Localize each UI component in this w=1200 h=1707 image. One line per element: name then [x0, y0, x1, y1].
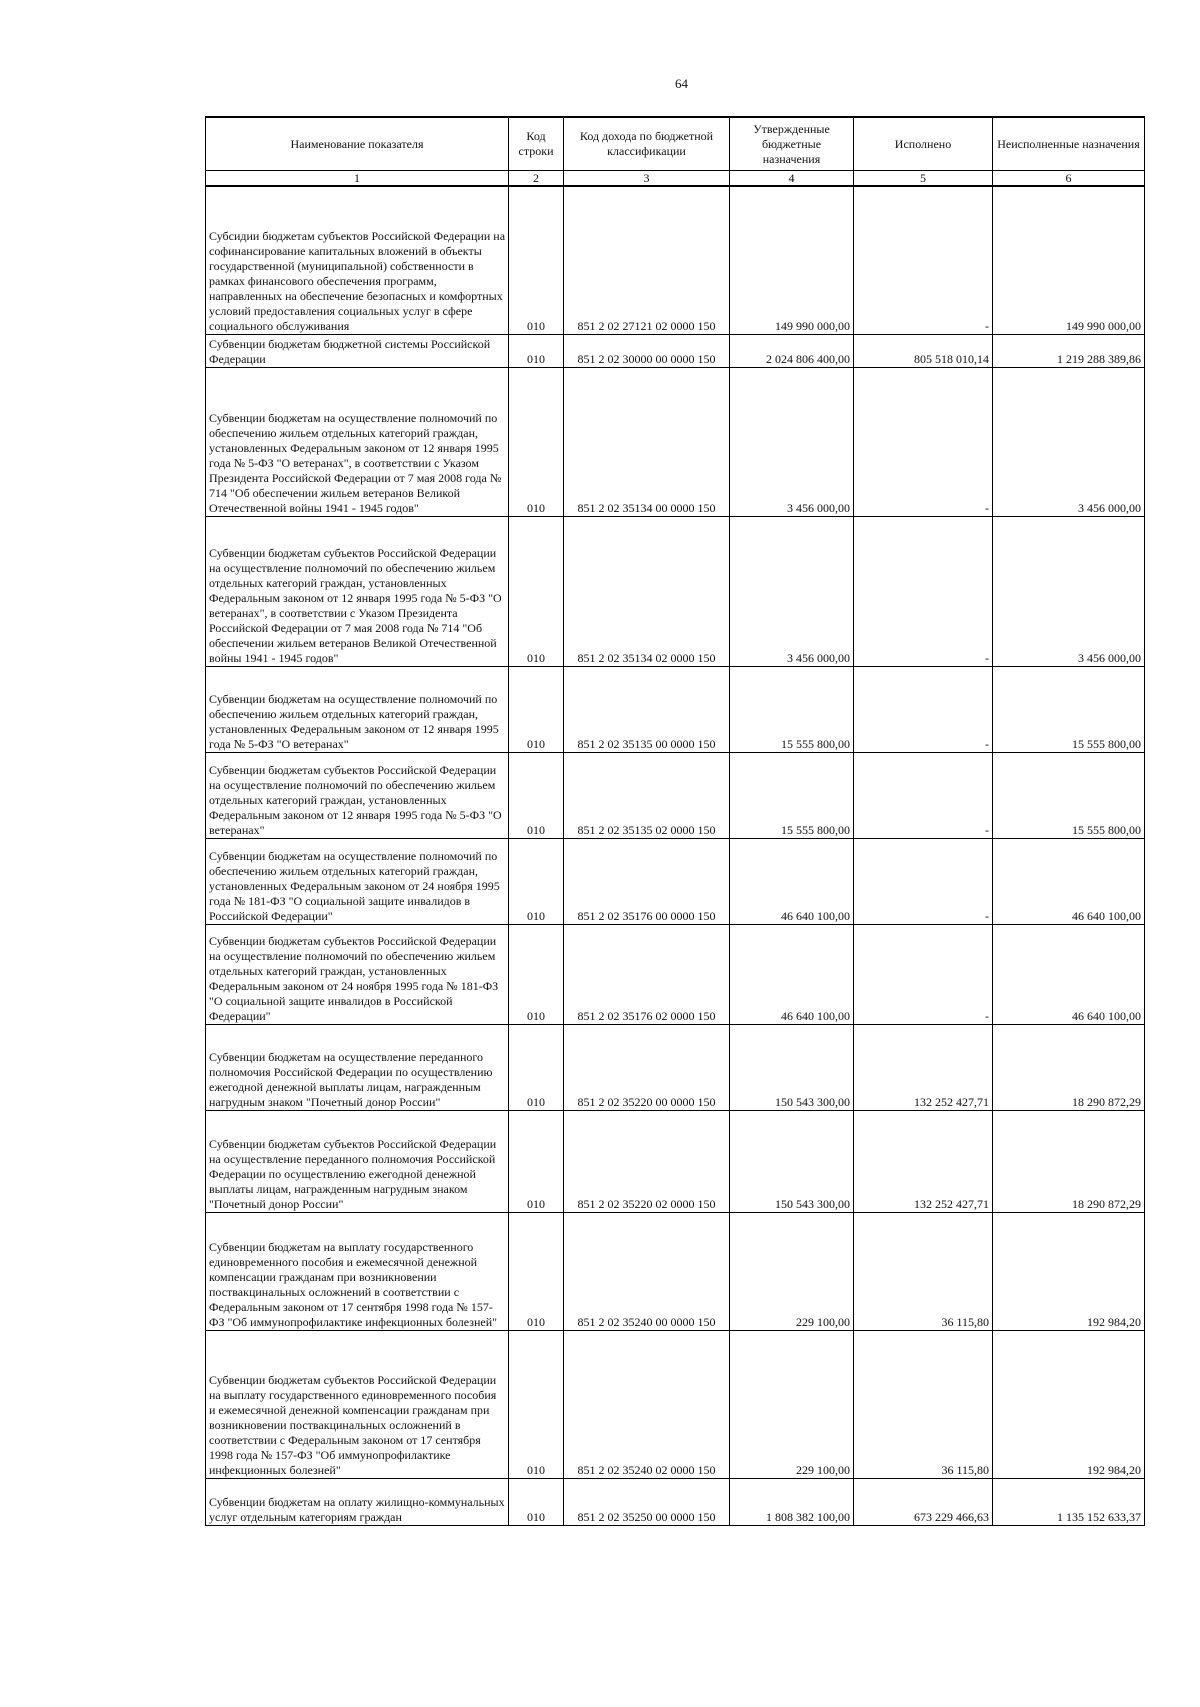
approved-amount: 46 640 100,00: [730, 838, 854, 924]
table-header-row: [206, 117, 1145, 171]
unexecuted-amount: 15 555 800,00: [993, 666, 1145, 752]
income-code: 851 2 02 35250 00 0000 150: [564, 1478, 730, 1525]
header-executed: Исполнено: [854, 117, 993, 171]
executed-amount: 673 229 466,63: [854, 1478, 993, 1525]
income-code: 851 2 02 35220 02 0000 150: [564, 1110, 730, 1212]
line-code: 010: [509, 924, 564, 1024]
line-code: 010: [509, 752, 564, 838]
unexecuted-amount: 1 219 288 389,86: [993, 334, 1145, 367]
unexecuted-amount: 149 990 000,00: [993, 186, 1145, 334]
approved-amount: 46 640 100,00: [730, 924, 854, 1024]
table-row: [206, 334, 1145, 367]
table-row: [206, 516, 1145, 666]
table-row: [206, 838, 1145, 924]
income-code: 851 2 02 35176 02 0000 150: [564, 924, 730, 1024]
income-code: 851 2 02 35240 00 0000 150: [564, 1212, 730, 1330]
indicator-name: Субсидии бюджетам субъектов Российской Федерации на софинансирование капитальных вложений в объекты государственной (муниципальной) собственности в рамках финансового обеспечения программ, направленных на обеспечение безопасных и комфортных условий предоставления социальных услуг в сфере социального обслуживания: [206, 186, 509, 334]
line-code: 010: [509, 186, 564, 334]
column-number: 6: [993, 171, 1145, 187]
executed-amount: 36 115,80: [854, 1212, 993, 1330]
indicator-name: Субвенции бюджетам субъектов Российской Федерации на выплату государственного единовременного пособия и ежемесячной денежной компенсации гражданам при возникновении поствакцинальных осложнений в соответствии с Федеральным законом от 17 сентября 1998 года № 157-ФЗ "Об иммунопрофилактике инфекционных болезней": [206, 1330, 509, 1478]
page-number: 64: [675, 76, 688, 91]
indicator-name: Субвенции бюджетам на осуществление полномочий по обеспечению жильем отдельных категорий граждан, установленных Федеральным законом от 12 января 1995 года № 5-ФЗ "О ветеранах": [206, 666, 509, 752]
table-row: [206, 1024, 1145, 1110]
table-row: [206, 1330, 1145, 1478]
table-row: [206, 666, 1145, 752]
unexecuted-amount: 192 984,20: [993, 1212, 1145, 1330]
unexecuted-amount: 18 290 872,29: [993, 1110, 1145, 1212]
income-code: 851 2 02 35240 02 0000 150: [564, 1330, 730, 1478]
income-code: 851 2 02 27121 02 0000 150: [564, 186, 730, 334]
line-code: 010: [509, 334, 564, 367]
line-code: 010: [509, 516, 564, 666]
column-number: 5: [854, 171, 993, 187]
executed-amount: 132 252 427,71: [854, 1110, 993, 1212]
table-row: [206, 1110, 1145, 1212]
indicator-name: Субвенции бюджетам на оплату жилищно-коммунальных услуг отдельным категориям граждан: [206, 1478, 509, 1525]
approved-amount: 15 555 800,00: [730, 752, 854, 838]
indicator-name: Субвенции бюджетам на осуществление полномочий по обеспечению жильем отдельных категорий граждан, установленных Федеральным законом от 24 ноября 1995 года № 181-ФЗ "О социальной защите инвалидов в Российской Федерации": [206, 838, 509, 924]
line-code: 010: [509, 1212, 564, 1330]
income-code: 851 2 02 35220 00 0000 150: [564, 1024, 730, 1110]
unexecuted-amount: 192 984,20: [993, 1330, 1145, 1478]
approved-amount: 15 555 800,00: [730, 666, 854, 752]
approved-amount: 2 024 806 400,00: [730, 334, 854, 367]
executed-amount: 132 252 427,71: [854, 1024, 993, 1110]
executed-amount: -: [854, 516, 993, 666]
executed-amount: 36 115,80: [854, 1330, 993, 1478]
indicator-name: Субвенции бюджетам субъектов Российской Федерации на осуществление переданного полномочия Российской Федерации по осуществлению ежегодной денежной выплаты лицам, награжденным нагрудным знаком "Почетный донор России": [206, 1110, 509, 1212]
executed-amount: 805 518 010,14: [854, 334, 993, 367]
executed-amount: -: [854, 752, 993, 838]
table-row: [206, 1212, 1145, 1330]
indicator-name: Субвенции бюджетам субъектов Российской Федерации на осуществление полномочий по обеспечению жильем отдельных категорий граждан, установленных Федеральным законом от 24 ноября 1995 года № 181-ФЗ "О социальной защите инвалидов в Российской Федерации": [206, 924, 509, 1024]
unexecuted-amount: 18 290 872,29: [993, 1024, 1145, 1110]
line-code: 010: [509, 666, 564, 752]
executed-amount: -: [854, 924, 993, 1024]
indicator-name: Субвенции бюджетам бюджетной системы Российской Федерации: [206, 334, 509, 367]
unexecuted-amount: 46 640 100,00: [993, 924, 1145, 1024]
approved-amount: 229 100,00: [730, 1330, 854, 1478]
executed-amount: -: [854, 838, 993, 924]
unexecuted-amount: 3 456 000,00: [993, 367, 1145, 516]
income-code: 851 2 02 35135 00 0000 150: [564, 666, 730, 752]
column-number: 3: [564, 171, 730, 187]
indicator-name: Субвенции бюджетам на осуществление полномочий по обеспечению жильем отдельных категорий граждан, установленных Федеральным законом от 12 января 1995 года № 5-ФЗ "О ветеранах", в соответствии с Указом Президента Российской Федерации от 7 мая 2008 года № 714 "Об обеспечении жильем ветеранов Великой Отечественной войны 1941 - 1945 годов": [206, 367, 509, 516]
unexecuted-amount: 46 640 100,00: [993, 838, 1145, 924]
income-code: 851 2 02 35134 00 0000 150: [564, 367, 730, 516]
line-code: 010: [509, 1330, 564, 1478]
approved-amount: 1 808 382 100,00: [730, 1478, 854, 1525]
budget-execution-table: [205, 116, 1145, 1526]
header-approved: Утвержденные бюджетные назначения: [730, 117, 854, 171]
line-code: 010: [509, 1110, 564, 1212]
executed-amount: -: [854, 666, 993, 752]
indicator-name: Субвенции бюджетам на осуществление переданного полномочия Российской Федерации по осуществлению ежегодной денежной выплаты лицам, награжденным нагрудным знаком "Почетный донор России": [206, 1024, 509, 1110]
header-income-code: Код дохода по бюджетной классификации: [564, 117, 730, 171]
table-row: [206, 752, 1145, 838]
approved-amount: 150 543 300,00: [730, 1110, 854, 1212]
unexecuted-amount: 15 555 800,00: [993, 752, 1145, 838]
header-name: Наименование показателя: [206, 117, 509, 171]
income-code: 851 2 02 35135 02 0000 150: [564, 752, 730, 838]
line-code: 010: [509, 367, 564, 516]
indicator-name: Субвенции бюджетам субъектов Российской Федерации на осуществление полномочий по обеспечению жильем отдельных категорий граждан, установленных Федеральным законом от 12 января 1995 года № 5-ФЗ "О ветеранах": [206, 752, 509, 838]
income-code: 851 2 02 30000 00 0000 150: [564, 334, 730, 367]
header-unexecuted: Неисполненные назначения: [993, 117, 1145, 171]
income-code: 851 2 02 35134 02 0000 150: [564, 516, 730, 666]
line-code: 010: [509, 1024, 564, 1110]
approved-amount: 3 456 000,00: [730, 367, 854, 516]
indicator-name: Субвенции бюджетам субъектов Российской Федерации на осуществление полномочий по обеспечению жильем отдельных категорий граждан, установленных Федеральным законом от 12 января 1995 года № 5-ФЗ "О ветеранах", в соответствии с Указом Президента Российской Федерации от 7 мая 2008 года № 714 "Об обеспечении жильем ветеранов Великой Отечественной войны 1941 - 1945 годов": [206, 516, 509, 666]
table-row: [206, 186, 1145, 334]
approved-amount: 3 456 000,00: [730, 516, 854, 666]
column-number: 1: [206, 171, 509, 187]
unexecuted-amount: 3 456 000,00: [993, 516, 1145, 666]
executed-amount: -: [854, 367, 993, 516]
income-code: 851 2 02 35176 00 0000 150: [564, 838, 730, 924]
approved-amount: 229 100,00: [730, 1212, 854, 1330]
line-code: 010: [509, 838, 564, 924]
column-number-row: [206, 171, 1145, 187]
table-row: [206, 924, 1145, 1024]
column-number: 2: [509, 171, 564, 187]
table-row: [206, 1478, 1145, 1525]
table-row: [206, 367, 1145, 516]
header-line-code: Код строки: [509, 117, 564, 171]
unexecuted-amount: 1 135 152 633,37: [993, 1478, 1145, 1525]
approved-amount: 149 990 000,00: [730, 186, 854, 334]
executed-amount: -: [854, 186, 993, 334]
indicator-name: Субвенции бюджетам на выплату государственного единовременного пособия и ежемесячной денежной компенсации гражданам при возникновении поствакцинальных осложнений в соответствии с Федеральным законом от 17 сентября 1998 года № 157-ФЗ "Об иммунопрофилактике инфекционных болезней": [206, 1212, 509, 1330]
line-code: 010: [509, 1478, 564, 1525]
approved-amount: 150 543 300,00: [730, 1024, 854, 1110]
column-number: 4: [730, 171, 854, 187]
